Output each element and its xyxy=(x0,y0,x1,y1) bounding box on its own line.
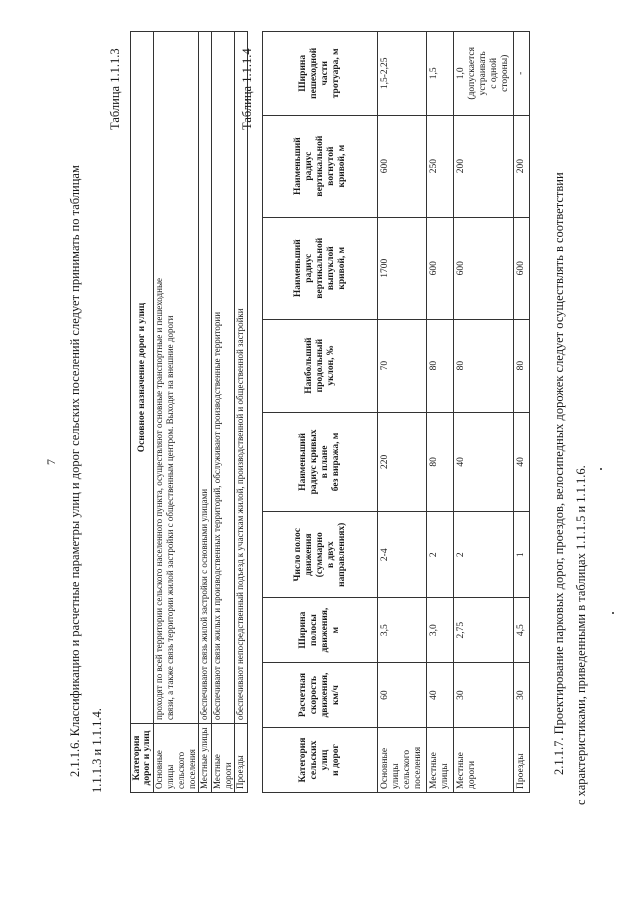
cell-line: обеспечивают связь жилой застройки с основными улицами xyxy=(199,488,209,720)
cell-line: - xyxy=(516,71,526,75)
cell-line: части xyxy=(320,61,330,86)
table-cell-convex: 600 xyxy=(427,217,454,319)
cell-line: вогнутой xyxy=(325,146,336,186)
paragraph-line: 2.1.1.7. Проектирование парковых дорог, проездов, велосипедных дорожек следует осуществлять в соответствии xyxy=(552,172,566,775)
table-cell-radius: 80 xyxy=(427,412,454,512)
cell-line: в двух xyxy=(325,541,336,569)
table-cell-category xyxy=(378,728,427,793)
table-header xyxy=(263,412,378,512)
table-row xyxy=(212,32,235,793)
cell-line: кривой, м xyxy=(336,144,347,188)
paragraph-line: 1.1.1.3 и 1.1.1.4. xyxy=(90,708,104,793)
cell-line: выпуклой xyxy=(325,246,336,291)
cell-line: кривой, м xyxy=(336,246,347,290)
cell-line: улиц xyxy=(320,749,330,771)
cell-line: м xyxy=(331,626,341,634)
cell-line: Наибольший xyxy=(303,337,314,394)
cell-line: тротуара, м xyxy=(331,48,341,99)
table-cell-walk xyxy=(378,32,427,116)
cell-line: связи, а также связь территории жилой застройки с общественным центром. Выходят на внешние дороги xyxy=(165,315,175,720)
table-header: Основное назначение дорог и улиц xyxy=(131,32,154,724)
cell-line: Число полос xyxy=(292,527,303,582)
table-cell-slope: 80 xyxy=(427,319,454,412)
cell-line: сельского поселения xyxy=(176,749,197,789)
paragraph-2-1-1-7 xyxy=(548,35,592,805)
table-cell-speed: 60 xyxy=(378,663,427,728)
cell-line: Проезды xyxy=(235,755,245,789)
cell-line: сельских xyxy=(309,740,319,780)
cell-line: сельского xyxy=(402,749,412,789)
cell-line: устраивать xyxy=(478,51,488,96)
cell-line: Местные xyxy=(456,752,466,789)
table-cell-walk xyxy=(454,32,514,116)
cell-line: и дорог xyxy=(331,744,341,776)
table-header xyxy=(263,217,378,319)
table-cell-speed: 40 xyxy=(427,663,454,728)
cell-line: улицы xyxy=(391,763,401,789)
table-cell-walk xyxy=(427,32,454,116)
paragraph-line: с характеристиками, приведенными в таблицах 1.1.1.5 и 1.1.1.6. xyxy=(574,465,588,805)
paragraph-2-1-1-6 xyxy=(64,33,108,793)
cell-line: обеспечивают связи жилых и производственных территорий, обслуживают производственные территории xyxy=(212,311,222,720)
table-cell-radius: 40 xyxy=(514,412,530,512)
table-cell-purpose xyxy=(199,32,212,724)
table-cell-category xyxy=(454,728,514,793)
cell-line: движения, xyxy=(320,672,330,718)
table-header xyxy=(263,728,378,793)
table-row xyxy=(154,32,199,793)
cell-line: движения, xyxy=(320,607,330,653)
table-row xyxy=(199,32,212,793)
table-1-1-1-4 xyxy=(262,31,530,793)
cell-line: дороги xyxy=(467,760,477,789)
table-row xyxy=(235,32,248,793)
table-cell-purpose xyxy=(212,32,235,724)
cell-line: (суммарно xyxy=(314,532,325,578)
table-cell-convex: 600 xyxy=(514,217,530,319)
cell-line: Местные xyxy=(429,752,439,789)
cell-line: скорость xyxy=(309,675,319,715)
table-cell-category xyxy=(235,724,248,793)
table-cell-radius: 220 xyxy=(378,412,427,512)
cell-line: стороны) xyxy=(500,54,510,92)
table-cell-lanes: 2-4 xyxy=(378,512,427,598)
table-row xyxy=(514,32,530,793)
cell-line: продольный xyxy=(314,338,325,393)
table-header-row xyxy=(263,32,378,793)
cell-line: Проезды xyxy=(516,753,526,789)
cell-line: уклон, ‰ xyxy=(325,345,336,386)
cell-line: без виража, м xyxy=(331,432,341,492)
table-1-1-1-3-caption: Таблица 1.1.1.3 xyxy=(108,48,122,130)
cell-line: Категория xyxy=(298,737,308,783)
table-1-1-1-3 xyxy=(130,31,248,793)
table-cell-lane: 3,0 xyxy=(427,598,454,663)
table-cell-concave: 200 xyxy=(514,115,530,217)
cell-line: полосы xyxy=(309,614,319,647)
cell-line: Наименьший xyxy=(292,137,303,196)
table-cell-slope: 70 xyxy=(378,319,427,412)
table-cell-concave: 250 xyxy=(427,115,454,217)
table-row xyxy=(427,32,454,793)
table-cell-category xyxy=(212,724,235,793)
cell-line: (допускается xyxy=(467,47,477,100)
table-cell-purpose xyxy=(235,32,248,724)
table-cell-lanes: 2 xyxy=(427,512,454,598)
cell-line: движения xyxy=(303,533,314,576)
page-number: 7 xyxy=(44,459,58,465)
table-cell-category xyxy=(427,728,454,793)
table-cell-category xyxy=(199,724,212,793)
table-cell-slope: 80 xyxy=(454,319,514,412)
paragraph-line: 2.1.1.6. Классификацию и расчетные параметры улиц и дорог сельских поселений следует принимать по таблицам xyxy=(68,165,82,777)
table-cell-concave: 200 xyxy=(454,115,514,217)
table-row xyxy=(454,32,514,793)
table-cell-category xyxy=(514,728,530,793)
cell-line: радиус xyxy=(303,253,314,283)
cell-line: Основные улицы xyxy=(154,750,175,789)
cell-line: пешеходной xyxy=(309,47,319,99)
cell-line: 1,0 xyxy=(456,67,466,80)
table-cell-walk xyxy=(514,32,530,116)
table-header xyxy=(263,319,378,412)
cell-line: радиус кривых xyxy=(309,429,319,495)
table-cell-convex: 1700 xyxy=(378,217,427,319)
cell-line: вертикальной xyxy=(314,135,325,197)
table-cell-concave: 600 xyxy=(378,115,427,217)
table-header xyxy=(263,32,378,116)
table-header: Категория дорог и улиц xyxy=(131,724,154,793)
cell-line: Расчетная xyxy=(298,672,308,718)
cell-line: 1,5 xyxy=(429,67,439,80)
table-cell-convex: 600 xyxy=(454,217,514,319)
cell-line: Наименьший xyxy=(292,239,303,298)
cell-line: поселения xyxy=(413,746,423,789)
table-header xyxy=(263,115,378,217)
table-header xyxy=(263,512,378,598)
cell-line: направлениях) xyxy=(336,522,347,587)
cell-line: в плане xyxy=(320,445,330,479)
cell-line: Наименьший xyxy=(298,433,308,491)
table-header xyxy=(263,663,378,728)
table-cell-lanes: 1 xyxy=(514,512,530,598)
table-cell-slope: 80 xyxy=(514,319,530,412)
table-cell-lane: 4,5 xyxy=(514,598,530,663)
table-cell-speed: 30 xyxy=(454,663,514,728)
cell-line: улицы xyxy=(440,763,450,789)
table-cell-purpose xyxy=(154,32,199,724)
table-header xyxy=(263,598,378,663)
cell-line: обеспечивают непосредственный подъезд к участкам жилой, производственной и общественной застройки xyxy=(235,308,245,720)
cell-line: вертикальной xyxy=(314,237,325,299)
cell-line: проходят по всей территории сельского населенного пункта, осуществляют основные транспортные и пешеходные xyxy=(154,278,164,720)
cell-line: Основные xyxy=(380,747,390,789)
cell-line: км/ч xyxy=(331,685,341,706)
cell-line: с одной xyxy=(489,57,499,89)
cell-line: радиус xyxy=(303,151,314,181)
cell-line: Ширина xyxy=(298,611,308,649)
cell-line: 1,5-2,25 xyxy=(380,57,390,90)
cell-line: Ширина xyxy=(298,54,308,92)
table-row xyxy=(378,32,427,793)
table-cell-radius: 40 xyxy=(454,412,514,512)
table-cell-lane: 2,75 xyxy=(454,598,514,663)
cell-line: Местные улицы xyxy=(199,727,209,789)
table-cell-category xyxy=(154,724,199,793)
table-cell-lane: 3,5 xyxy=(378,598,427,663)
table-cell-lanes: 2 xyxy=(454,512,514,598)
table-cell-speed: 30 xyxy=(514,663,530,728)
table-1-1-1-4-caption: Таблица 1.1.1.4 xyxy=(240,48,254,130)
cell-line: Местные дороги xyxy=(212,754,233,789)
